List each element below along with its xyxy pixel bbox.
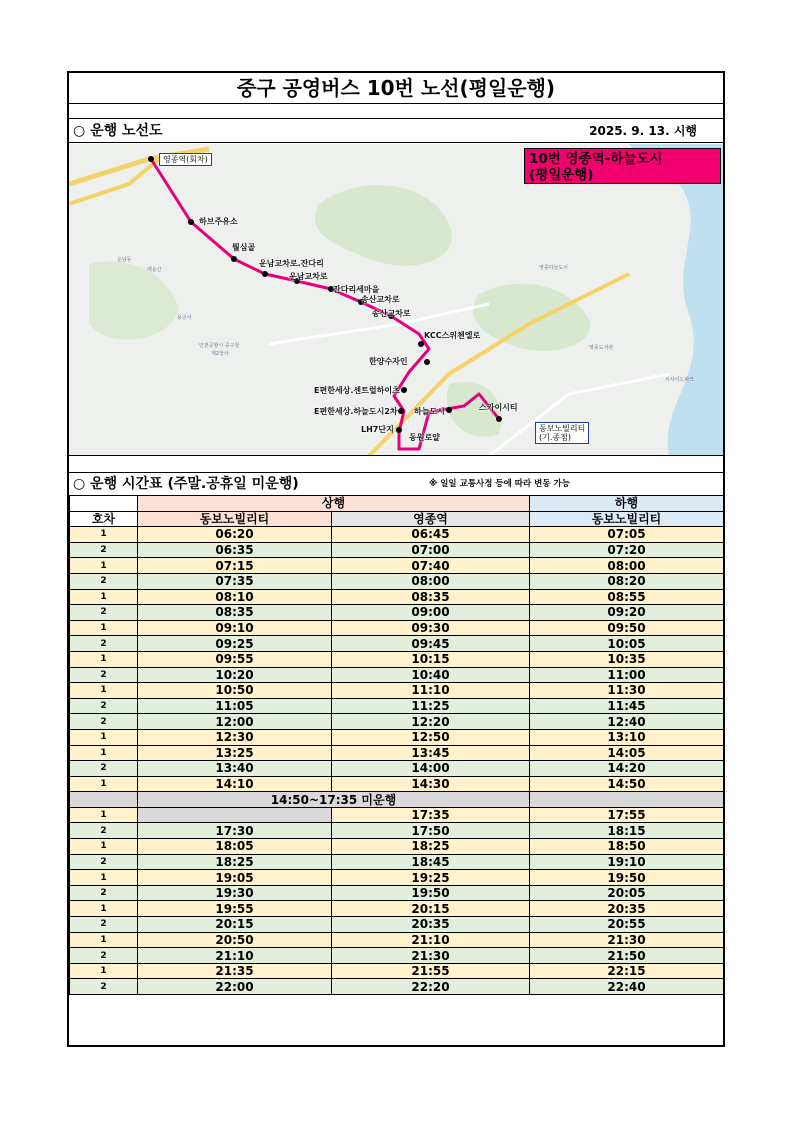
return-time-cell: 14:05 <box>530 745 724 761</box>
table-row <box>70 651 724 667</box>
stop-dot <box>418 341 424 347</box>
return-time-cell: 18:50 <box>530 839 724 855</box>
table-row <box>70 932 724 948</box>
page-title: 중구 공영버스 10번 노선(평일운행) <box>69 73 723 104</box>
stop-label: LH7단지 <box>361 425 394 434</box>
return-time-cell: 10:05 <box>530 636 724 652</box>
origin-time-cell: 12:30 <box>138 729 332 745</box>
bus-number-cell: 1 <box>70 870 138 886</box>
stop-dot <box>424 359 430 365</box>
bus-number-cell: 1 <box>70 589 138 605</box>
return-time-cell: 11:00 <box>530 667 724 683</box>
map-title-line2: (평일운행) <box>529 167 594 183</box>
column-header-row <box>70 511 724 527</box>
return-time-cell: 09:20 <box>530 605 724 621</box>
return-time-cell: 07:05 <box>530 527 724 543</box>
station-time-cell: 21:30 <box>332 948 530 964</box>
stop-dot <box>398 408 404 414</box>
stop-label: E편한세상.하늘도시2차 <box>314 407 398 416</box>
station-time-cell: 20:35 <box>332 917 530 933</box>
station-time-cell: 08:35 <box>332 589 530 605</box>
table-row <box>70 901 724 917</box>
bus-number-cell: 1 <box>70 558 138 574</box>
no-service-blank <box>530 792 724 808</box>
origin-time-cell: 19:55 <box>138 901 332 917</box>
station-time-cell: 17:50 <box>332 823 530 839</box>
station-time-cell: 12:50 <box>332 729 530 745</box>
stop-label: 스카이시티 <box>479 403 518 412</box>
station-time-cell: 19:25 <box>332 870 530 886</box>
bus-number-cell: 1 <box>70 807 138 823</box>
table-row <box>70 683 724 699</box>
route-section-header <box>69 119 723 143</box>
bus-number-cell: 1 <box>70 932 138 948</box>
origin-time-cell: 20:15 <box>138 917 332 933</box>
return-time-cell: 11:30 <box>530 683 724 699</box>
station-time-cell: 07:40 <box>332 558 530 574</box>
station-time-cell: 17:35 <box>332 807 530 823</box>
stop-dot <box>496 416 502 422</box>
station-time-cell: 18:25 <box>332 839 530 855</box>
place-label: 인천공항시 중구청 <box>199 343 240 349</box>
stop-dot <box>401 387 407 393</box>
origin-time-cell: 17:30 <box>138 823 332 839</box>
bus-number-cell: 2 <box>70 948 138 964</box>
bus-number-cell: 2 <box>70 573 138 589</box>
station-time-cell: 22:20 <box>332 979 530 995</box>
place-label: 영종도서관 <box>589 345 614 351</box>
table-row <box>70 620 724 636</box>
station-time-cell: 07:00 <box>332 542 530 558</box>
station-time-cell: 09:45 <box>332 636 530 652</box>
origin-time-cell: 21:35 <box>138 963 332 979</box>
table-row <box>70 807 724 823</box>
place-label: 씨사이드파크 <box>665 377 694 383</box>
return-time-cell: 19:50 <box>530 870 724 886</box>
origin-time-cell: 06:35 <box>138 542 332 558</box>
bus-number-cell: 1 <box>70 729 138 745</box>
bus-number-cell: 1 <box>70 901 138 917</box>
return-time-cell: 22:40 <box>530 979 724 995</box>
return-time-cell: 10:35 <box>530 651 724 667</box>
return-time-cell: 20:35 <box>530 901 724 917</box>
table-row <box>70 667 724 683</box>
place-label: 백운산 <box>147 267 162 273</box>
terminal-end-label <box>535 422 589 444</box>
terminal-start-label <box>159 153 212 166</box>
spacer-row <box>69 104 723 119</box>
station-time-cell: 21:10 <box>332 932 530 948</box>
return-time-cell: 21:50 <box>530 948 724 964</box>
table-row <box>70 745 724 761</box>
bus-number-cell: 2 <box>70 761 138 777</box>
stop-label: 동원로얄 <box>409 433 440 442</box>
station-time-cell: 06:45 <box>332 527 530 543</box>
station-time-cell: 21:55 <box>332 963 530 979</box>
stop-dot <box>396 427 402 433</box>
origin-time-cell: 08:35 <box>138 605 332 621</box>
return-time-cell: 20:05 <box>530 885 724 901</box>
return-time-cell: 09:50 <box>530 620 724 636</box>
table-row <box>70 948 724 964</box>
station-time-cell: 18:45 <box>332 854 530 870</box>
bus-number-cell: 2 <box>70 823 138 839</box>
station-time-cell: 14:00 <box>332 761 530 777</box>
table-row <box>70 527 724 543</box>
bus-number-cell: 2 <box>70 667 138 683</box>
bus-number-cell: 1 <box>70 527 138 543</box>
station-time-cell: 11:25 <box>332 698 530 714</box>
stop-dot <box>188 219 194 225</box>
return-time-cell: 08:20 <box>530 573 724 589</box>
origin-time-cell: 13:40 <box>138 761 332 777</box>
table-row <box>70 558 724 574</box>
blank-header-cell <box>70 496 138 512</box>
table-row <box>70 605 724 621</box>
stop-label: 송산교차로 <box>361 295 400 304</box>
stop-label: 송산교차로 <box>372 309 411 318</box>
origin-time-cell: 09:55 <box>138 651 332 667</box>
origin-time-cell: 22:00 <box>138 979 332 995</box>
stop-dot <box>262 271 268 277</box>
bus-number-cell: 2 <box>70 885 138 901</box>
bus-number-cell: 1 <box>70 620 138 636</box>
table-row <box>70 729 724 745</box>
bus-number-cell: 2 <box>70 979 138 995</box>
return-time-cell: 12:40 <box>530 714 724 730</box>
station-time-cell: 12:20 <box>332 714 530 730</box>
stop-label: KCC스위첸엘로 <box>424 331 481 340</box>
bus-number-cell: 1 <box>70 776 138 792</box>
return-time-cell: 21:30 <box>530 932 724 948</box>
return-time-cell: 20:55 <box>530 917 724 933</box>
terminal-end-text: 동보노빌리티 <box>539 424 586 433</box>
return-time-cell: 11:45 <box>530 698 724 714</box>
origin-time-cell: 18:05 <box>138 839 332 855</box>
place-label: 영종하늘도시 <box>539 265 568 271</box>
no-service-row <box>70 792 724 808</box>
stop-dot <box>231 256 237 262</box>
origin-time-cell <box>138 807 332 823</box>
station-time-cell: 14:30 <box>332 776 530 792</box>
origin-time-cell: 09:10 <box>138 620 332 636</box>
no-service-text: 14:50~17:35 미운행 <box>138 792 530 808</box>
bus-number-cell: 1 <box>70 839 138 855</box>
origin-time-cell: 13:25 <box>138 745 332 761</box>
return-time-cell: 14:50 <box>530 776 724 792</box>
origin-time-cell: 21:10 <box>138 948 332 964</box>
bus-number-cell: 2 <box>70 605 138 621</box>
stop-label: 운남교차로.잔다리 <box>259 259 324 268</box>
origin-time-cell: 10:20 <box>138 667 332 683</box>
timetable-document <box>67 71 725 1047</box>
col-header-origin: 동보노빌리티 <box>138 511 332 527</box>
station-time-cell: 11:10 <box>332 683 530 699</box>
table-row <box>70 870 724 886</box>
direction-header-row <box>70 496 724 512</box>
spacer-row <box>69 456 723 473</box>
no-service-blank <box>70 792 138 808</box>
table-row <box>70 589 724 605</box>
station-time-cell: 08:00 <box>332 573 530 589</box>
stop-label: 뭘심골 <box>232 243 256 252</box>
origin-time-cell: 09:25 <box>138 636 332 652</box>
stop-label: 한양수자인 <box>369 357 408 366</box>
map-route-title <box>524 148 721 184</box>
terminal-start-text: 영종역(회차) <box>163 155 208 164</box>
origin-time-cell: 07:35 <box>138 573 332 589</box>
origin-time-cell: 20:50 <box>138 932 332 948</box>
down-direction-header: 하행 <box>530 496 724 512</box>
station-time-cell: 09:00 <box>332 605 530 621</box>
origin-time-cell: 14:10 <box>138 776 332 792</box>
bus-number-cell: 2 <box>70 714 138 730</box>
terminal-end-sub: (기.종점) <box>539 433 571 442</box>
origin-time-cell: 18:25 <box>138 854 332 870</box>
bus-number-cell: 1 <box>70 963 138 979</box>
col-header-station: 영종역 <box>332 511 530 527</box>
origin-time-cell: 07:15 <box>138 558 332 574</box>
table-row <box>70 839 724 855</box>
table-row <box>70 636 724 652</box>
return-time-cell: 18:15 <box>530 823 724 839</box>
table-row <box>70 542 724 558</box>
table-row <box>70 761 724 777</box>
return-time-cell: 08:00 <box>530 558 724 574</box>
place-label: 제2청사 <box>211 351 229 357</box>
col-header-ho: 호차 <box>70 511 138 527</box>
origin-time-cell: 19:30 <box>138 885 332 901</box>
station-time-cell: 10:15 <box>332 651 530 667</box>
return-time-cell: 07:20 <box>530 542 724 558</box>
bus-number-cell: 2 <box>70 854 138 870</box>
stop-label: E편한세상.센트럴하이츠 <box>314 386 400 395</box>
table-row <box>70 917 724 933</box>
table-row <box>70 714 724 730</box>
origin-time-cell: 06:20 <box>138 527 332 543</box>
route-map <box>69 144 723 456</box>
origin-time-cell: 10:50 <box>138 683 332 699</box>
route-section-label: ○ 운행 노선도 <box>73 123 163 139</box>
effective-date: 2025. 9. 13. 시행 <box>589 124 697 138</box>
return-time-cell: 08:55 <box>530 589 724 605</box>
stop-dot <box>148 156 154 162</box>
bus-number-cell: 1 <box>70 683 138 699</box>
origin-time-cell: 11:05 <box>138 698 332 714</box>
schedule-section-header <box>69 473 723 495</box>
table-row <box>70 854 724 870</box>
stop-label: 하늘도시 <box>414 407 445 416</box>
timetable <box>69 495 724 995</box>
stop-dot <box>446 407 452 413</box>
station-time-cell: 10:40 <box>332 667 530 683</box>
bus-number-cell: 1 <box>70 745 138 761</box>
return-time-cell: 17:55 <box>530 807 724 823</box>
station-time-cell: 13:45 <box>332 745 530 761</box>
stop-label: 잔다리세마을 <box>333 285 380 294</box>
place-label: 운남동 <box>117 257 132 263</box>
place-label: 용궁사 <box>177 315 192 321</box>
table-row <box>70 979 724 995</box>
stop-label: 운남교차로 <box>289 272 328 281</box>
map-title-line1: 10번 영종역-하늘도시 <box>529 151 663 167</box>
return-time-cell: 22:15 <box>530 963 724 979</box>
table-row <box>70 698 724 714</box>
origin-time-cell: 19:05 <box>138 870 332 886</box>
station-time-cell: 20:15 <box>332 901 530 917</box>
table-row <box>70 963 724 979</box>
schedule-note: ※ 일일 교통사정 등에 따라 변동 가능 <box>429 479 570 489</box>
bus-number-cell: 2 <box>70 636 138 652</box>
origin-time-cell: 08:10 <box>138 589 332 605</box>
bus-number-cell: 2 <box>70 917 138 933</box>
bus-number-cell: 2 <box>70 542 138 558</box>
return-time-cell: 13:10 <box>530 729 724 745</box>
stop-label: 하브주유소 <box>199 217 238 226</box>
schedule-section-label: ○ 운행 시간표 (주말.공휴일 미운행) <box>73 476 299 492</box>
table-row <box>70 885 724 901</box>
return-time-cell: 19:10 <box>530 854 724 870</box>
bus-number-cell: 1 <box>70 651 138 667</box>
return-time-cell: 14:20 <box>530 761 724 777</box>
table-row <box>70 776 724 792</box>
bus-number-cell: 2 <box>70 698 138 714</box>
station-time-cell: 09:30 <box>332 620 530 636</box>
origin-time-cell: 12:00 <box>138 714 332 730</box>
station-time-cell: 19:50 <box>332 885 530 901</box>
table-row <box>70 823 724 839</box>
col-header-return: 동보노빌리티 <box>530 511 724 527</box>
table-row <box>70 573 724 589</box>
up-direction-header: 상행 <box>138 496 530 512</box>
